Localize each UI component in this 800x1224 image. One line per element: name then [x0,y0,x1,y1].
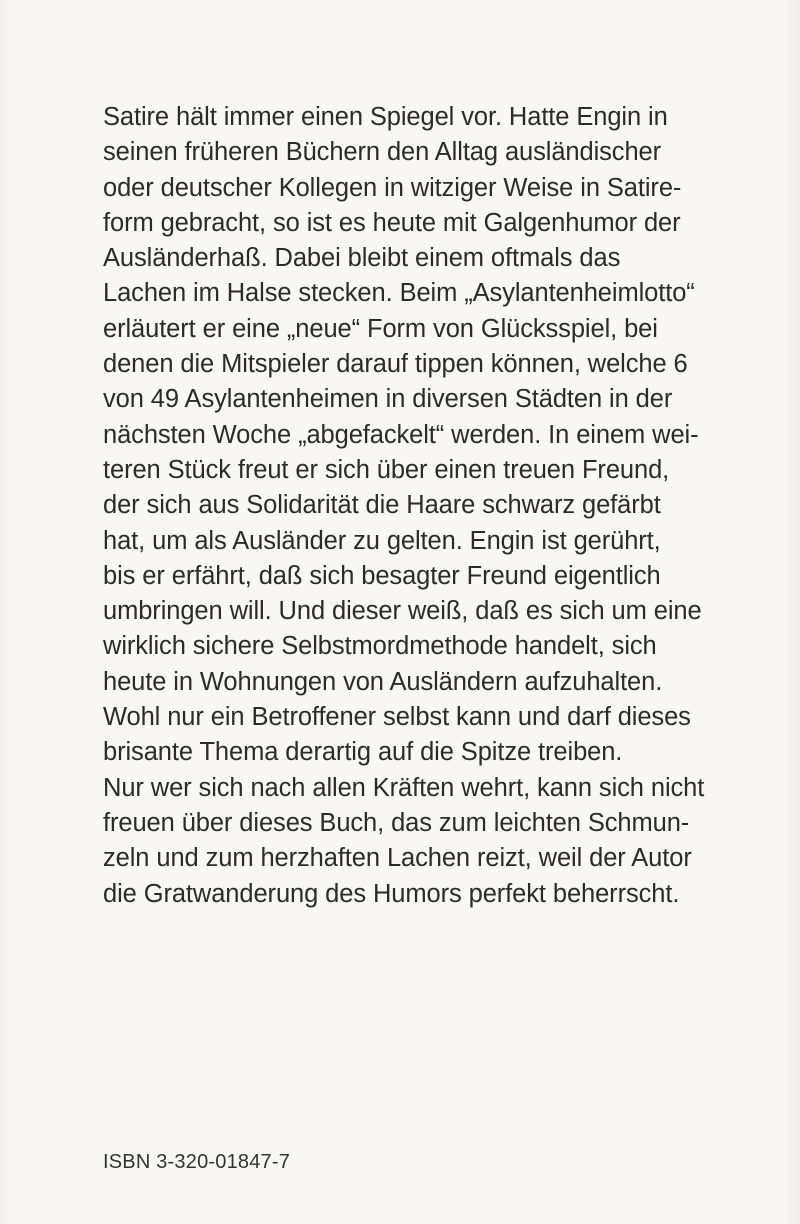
blurb-line: wirklich sichere Selbstmordmethode handelt, sich [103,632,657,661]
blurb-line: oder deutscher Kollegen in witziger Weise in Satire- [103,173,682,202]
blurb-line: form gebracht, so ist es heute mit Galgenhumor der [103,208,681,237]
blurb-line: umbringen will. Und dieser weiß, daß es sich um eine [103,597,702,626]
blurb-line: brisante Thema derartig auf die Spitze treiben. [103,738,623,767]
blurb-line: Ausländerhaß. Dabei bleibt einem oftmals das [103,244,621,273]
blurb-text [103,100,793,912]
blurb-line: die Gratwanderung des Humors perfekt beherrscht. [103,879,680,908]
isbn-number: ISBN 3-320-01847-7 [103,1151,291,1173]
blurb-line: bis er erfährt, daß sich besagter Freund eigentlich [103,561,661,590]
blurb-line: erläutert er eine „neue“ Form von Glücksspiel, bei [103,314,658,343]
blurb-line: heute in Wohnungen von Ausländern aufzuhalten. [103,667,663,696]
blurb-line: denen die Mitspieler darauf tippen können, welche 6 [103,350,688,379]
blurb-line: teren Stück freut er sich über einen treuen Freund, [103,455,670,484]
blurb-line: hat, um als Ausländer zu gelten. Engin ist gerührt, [103,526,661,555]
blurb-line: der sich aus Solidarität die Haare schwarz gefärbt [103,491,661,520]
blurb-line: Satire hält immer einen Spiegel vor. Hatte Engin in [103,103,668,131]
blurb-line: freuen über dieses Buch, das zum leichten Schmun- [103,808,690,837]
blurb-line: zeln und zum herzhaften Lachen reizt, weil der Autor [103,844,692,873]
blurb-line: von 49 Asylantenheimen in diversen Städten in der [103,385,673,414]
blurb-line: nächsten Woche „abgefackelt“ werden. In einem wei- [103,420,699,449]
blurb-line: Wohl nur ein Betroffener selbst kann und darf dieses [103,703,691,732]
blurb-line: Lachen im Halse stecken. Beim „Asylantenheimlotto“ [103,279,695,308]
blurb-line: seinen früheren Büchern den Alltag ausländischer [103,138,661,167]
blurb-line: Nur wer sich nach allen Kräften wehrt, kann sich nicht [103,773,705,802]
